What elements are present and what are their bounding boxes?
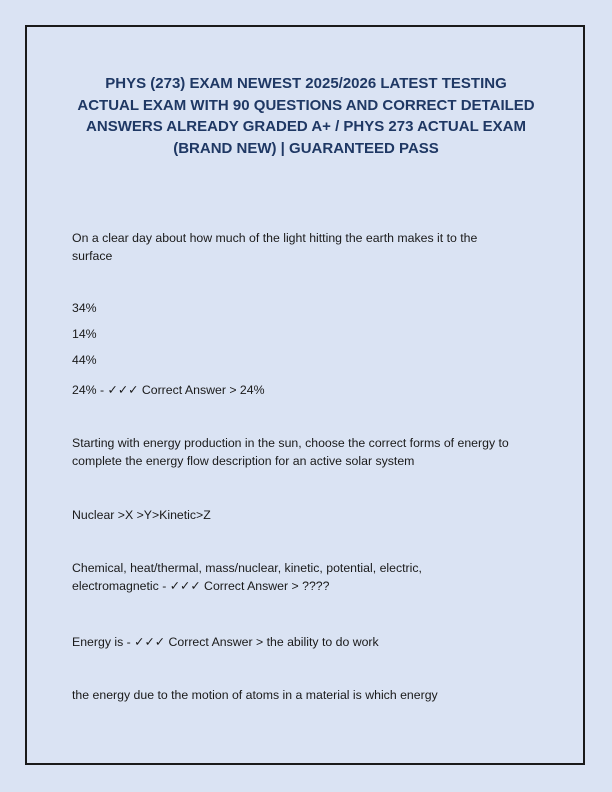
question-2-flow: Nuclear >X >Y>Kinetic>Z xyxy=(72,508,211,522)
title-line: ACTUAL EXAM WITH 90 QUESTIONS AND CORRECT DETAILED xyxy=(77,96,535,114)
document-title xyxy=(0,73,612,159)
title-line: (BRAND NEW) | GUARANTEED PASS xyxy=(173,139,439,157)
question-2-answer xyxy=(72,559,422,595)
question-3-answer: Energy is - ✓✓✓ Correct Answer > the ability to do work xyxy=(72,635,379,649)
title-line: ANSWERS ALREADY GRADED A+ / PHYS 273 ACTUAL EXAM xyxy=(86,118,526,135)
question-1 xyxy=(72,229,477,265)
question-1-line: On a clear day about how much of the light hitting the earth makes it to the xyxy=(72,231,478,245)
question-4: the energy due to the motion of atoms in a material is which energy xyxy=(72,688,438,702)
question-1-line: surface xyxy=(72,249,113,263)
question-1-option-a: 34% xyxy=(72,301,97,315)
question-2-answer-line: electromagnetic - ✓✓✓ Correct Answer > ???? xyxy=(72,579,330,593)
question-1-option-b: 14% xyxy=(72,327,97,341)
question-2 xyxy=(72,434,509,470)
question-1-option-d-answer: 24% - ✓✓✓ Correct Answer > 24% xyxy=(72,383,265,397)
question-1-option-c: 44% xyxy=(72,353,97,367)
question-2-line: complete the energy flow description for an active solar system xyxy=(72,454,415,468)
question-2-line: Starting with energy production in the sun, choose the correct forms of energy to xyxy=(72,436,509,450)
question-2-answer-line: Chemical, heat/thermal, mass/nuclear, kinetic, potential, electric, xyxy=(72,561,422,575)
title-line: PHYS (273) EXAM NEWEST 2025/2026 LATEST TESTING xyxy=(105,75,507,92)
